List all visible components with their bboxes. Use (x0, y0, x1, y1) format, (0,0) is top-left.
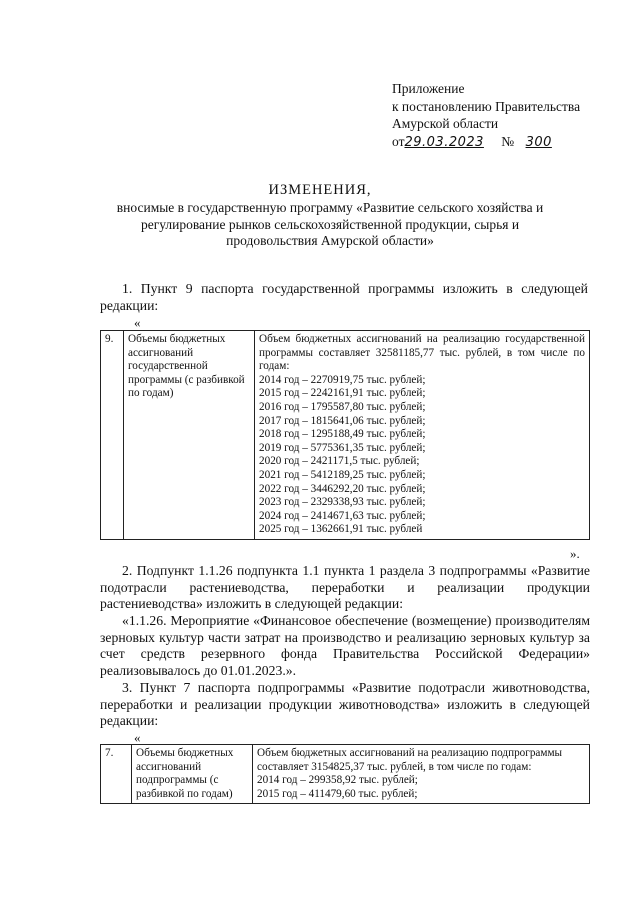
attachment-header (392, 80, 580, 151)
table1-year-2018: 2018 год – 1295188,49 тыс. рублей; (259, 428, 426, 441)
table1-year-2021: 2021 год – 5412189,25 тыс. рублей; (259, 468, 426, 481)
table1-year-2014: 2014 год – 2270919,75 тыс. рублей; (259, 373, 426, 386)
header-date-line (392, 133, 580, 152)
close-quote-1: ». (570, 546, 580, 561)
open-quote-3: « (134, 730, 141, 745)
paragraph-3: 3. Пункт 7 паспорта подпрограммы «Развитие подотрасли животноводства, переработки и реализации продукции животноводства» изложить в следующей редакции: (100, 680, 590, 729)
handwritten-date: 29.03.2023 (404, 134, 484, 150)
paragraph-2-quote: «1.1.26. Мероприятие «Финансовое обеспечение (возмещение) производителям зерновых культур части затрат на производство и реализацию зерновых культур за счет средств резервного фонда Правительства Российской Федерации» реализовывалось до 01.01.2023.». (100, 613, 590, 678)
table1-row-number: 9. (101, 331, 124, 540)
table2-year-2014: 2014 год – 299358,92 тыс. рублей; (257, 774, 418, 787)
table1-values (255, 331, 590, 540)
budget-table-subprogram (100, 744, 590, 804)
header-line-1: Приложение (392, 81, 465, 96)
date-prefix: от (392, 133, 405, 149)
table1-year-2019: 2019 год – 5775361,35 тыс. рублей; (259, 441, 426, 454)
table2-row-number: 7. (101, 745, 132, 804)
table1-year-2017: 2017 год – 1815641,06 тыс. рублей; (259, 414, 426, 427)
table2-label: Объемы бюджетных ассигнований подпрограммы (с разбивкой по годам) (132, 745, 253, 804)
handwritten-number: 300 (525, 134, 552, 150)
table2-year-2015: 2015 год – 411479,60 тыс. рублей; (257, 787, 418, 800)
table1-year-2023: 2023 год – 2329338,93 тыс. рублей; (259, 496, 426, 509)
paragraph-1: 1. Пункт 9 паспорта государственной программы изложить в следующей редакции: (100, 281, 588, 313)
header-line-2: к постановлению Правительства (392, 98, 581, 114)
open-quote-1: « (134, 315, 141, 330)
budget-table-program (100, 330, 590, 540)
table2-intro: Объем бюджетных ассигнований на реализацию подпрограммы составляет 3154825,37 тыс. рублей, в том числе по годам: (257, 747, 563, 773)
table1-year-2022: 2022 год – 3446292,20 тыс. рублей; (259, 482, 426, 495)
number-prefix: № (501, 133, 515, 149)
table1-year-2024: 2024 год – 2414671,63 тыс. рублей; (259, 509, 426, 522)
document-title: ИЗМЕНЕНИЯ, (268, 182, 372, 198)
header-line-3: Амурской области (392, 116, 499, 131)
table1-label: Объемы бюджетных ассигнований государственной программы (с разбивкой по годам) (124, 331, 255, 540)
table1-intro: Объем бюджетных ассигнований на реализацию государственной программы составляет 32581185,77 тыс. рублей, в том числе по годам: (259, 333, 585, 373)
paragraph-2: 2. Подпункт 1.1.26 подпункта 1.1 пункта 1 раздела 3 подпрограммы «Развитие подотрасли растениеводства, переработки и реализации продукции растениеводства» изложить в следующей редакции: (100, 563, 590, 612)
document-subtitle: вносимые в государственную программу «Развитие сельского хозяйства и регулирование рынков сельскохозяйственной продукции, сырья и продовольствия Амурской области» (116, 200, 544, 248)
table1-year-2020: 2020 год – 2421171,5 тыс. рублей; (259, 455, 420, 468)
table1-year-2015: 2015 год – 2242161,91 тыс. рублей; (259, 387, 426, 400)
table1-year-2016: 2016 год – 1795587,80 тыс. рублей; (259, 400, 426, 413)
table2-values (253, 745, 590, 804)
table1-year-2025: 2025 год – 1362661,91 тыс. рублей (259, 523, 423, 536)
